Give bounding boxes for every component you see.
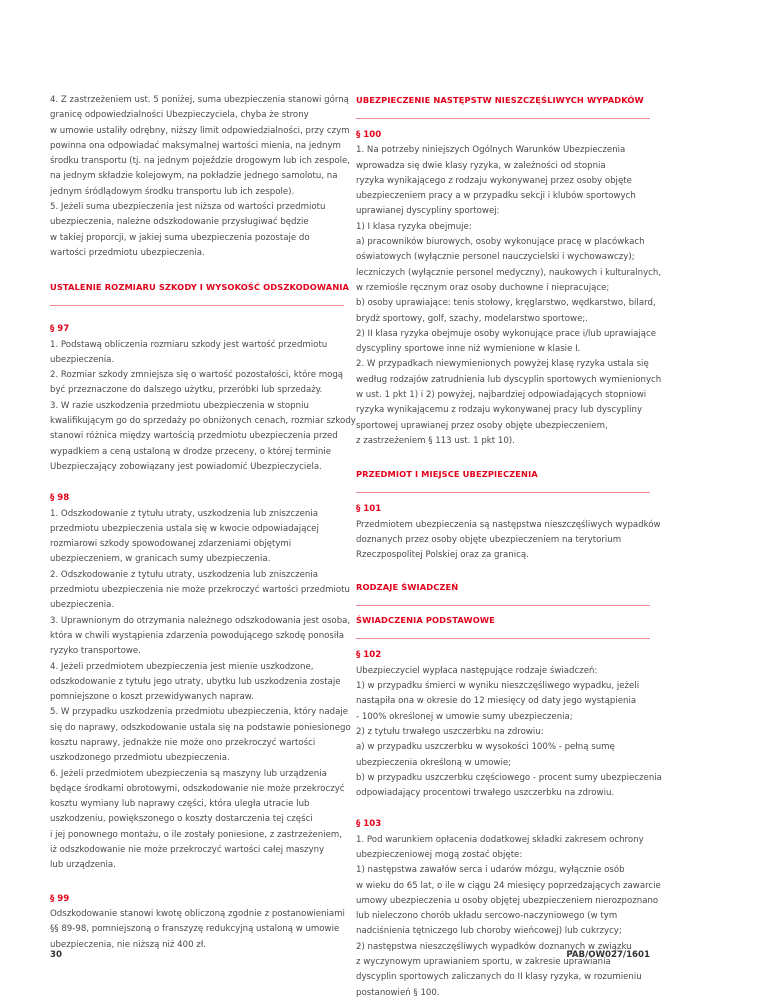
text-line: w ust. 1 pkt 1) i 2) powyżej, najbardziej odpowiadających stopniowi [356, 390, 647, 401]
text-line: wprowadza się dwie klasy ryzyka, w zależności od stopnia [356, 160, 606, 171]
text-line: 1) następstwa zawałów serca i udarów mózgu, wyłącznie osób [356, 865, 625, 876]
text-line: być przeznaczone do dalszego użytku, przeróbki lub sprzedaży. [50, 385, 323, 396]
text-line: 1. Odszkodowanie z tytułu utraty, uszkodzenia lub zniszczenia [50, 508, 319, 519]
text-line: ubezpieczenia określoną w umowie; [356, 757, 512, 768]
text-line: według rodzajów zatrudnienia lub dyscyplin sportowych wymienionych [356, 374, 662, 385]
paragraph-102-body [356, 664, 662, 802]
text-line: i jej ponownego montażu, o ile zostały poniesione, z zastrzeżeniem, [50, 829, 342, 840]
left-column [50, 93, 356, 953]
paragraph-101-title: § 101 [356, 504, 382, 515]
section-heading-basic-benefits: ŚWIADCZENIA PODSTAWOWE [356, 615, 495, 626]
text-line: 4. Z zastrzeżeniem ust. 5 poniżej, suma ubezpieczenia stanowi górną [50, 95, 349, 105]
text-line: Ubezpieczyciel wypłaca następujące rodzaje świadczeń: [356, 665, 598, 676]
text-line: 3. Uprawnionym do otrzymania należnego odszkodowania jest osoba, [50, 615, 351, 626]
section-heading-subject-place: PRZEDMIOT I MIEJSCE UBEZPIECZENIA [356, 469, 538, 480]
text-line: środku transportu (tj. na jednym pojeździe drogowym lub ich zespole, [50, 156, 351, 167]
paragraph-103-title: § 103 [356, 819, 382, 830]
text-line: kwalifikującym go do sprzedaży po obniżonych cenach, rozmiar szkody [50, 416, 356, 427]
text-line: 2. Rozmiar szkody zmniejsza się o wartość pozostałości, które mogą [50, 370, 344, 381]
text-line: Przedmiotem ubezpieczenia są następstwa nieszczęśliwych wypadków [356, 519, 661, 530]
text-line: 2) II klasa ryzyka obejmuje osoby wykonujące prace i/lub uprawiające [356, 328, 657, 339]
paragraph-97-title: § 97 [50, 324, 70, 335]
text-line: lub nieleczono chorób układu sercowo-naczyniowego (w tym [356, 911, 618, 922]
text-line: Rzeczpospolitej Polskiej oraz za granicą. [356, 550, 529, 561]
text-line: 3. W razie uszkodzenia przedmiotu ubezpieczenia w stopniu [50, 400, 309, 411]
text-line: pomniejszone o koszt przewidywanych napraw. [50, 692, 254, 703]
text-line: b) w przypadku uszczerbku częściowego - procent sumy ubezpieczenia [356, 772, 662, 783]
text-line: rozmiarowi szkody spowodowanej zdarzeniami objętymi [50, 539, 292, 550]
text-line: 1. Na potrzeby niniejszych Ogólnych Warunków Ubezpieczenia [356, 145, 626, 156]
text-line: kosztu wymiany lub naprawy części, która uległa utracie lub [50, 799, 310, 810]
text-line: §§ 89-98, pomniejszoną o franszyzę redukcyjną ustaloną w umowie [50, 924, 340, 935]
text-line: 1. Pod warunkiem opłacenia dodatkowej składki zakresem ochrony [356, 834, 644, 845]
text-line: oświatowych (wyłącznie personel nauczycielski i wychowawczy); [356, 252, 635, 263]
text-line: doznanych przez osoby objęte ubezpieczeniem na terytorium [356, 534, 622, 545]
text-line: 2) z tytułu trwałego uszczerbku na zdrowiu: [356, 726, 544, 737]
text-line: kosztu naprawy, jednakże nie może ono przekroczyć wartości [50, 737, 316, 748]
text-line: Odszkodowanie stanowi kwotę obliczoną zgodnie z postanowieniami [50, 908, 345, 919]
paragraph-102-title: § 102 [356, 650, 382, 661]
text-line: z wyczynowym uprawianiem sportu, w zakresie uprawiania [356, 957, 611, 968]
text-line: uszkodzonego przedmiotu ubezpieczenia. [50, 753, 230, 764]
text-line: 5. Jeżeli suma ubezpieczenia jest niższa od wartości przedmiotu [50, 202, 326, 213]
intro-paragraph [50, 93, 351, 261]
text-line: 1. Podstawą obliczenia rozmiaru szkody jest wartość przedmiotu [50, 339, 328, 350]
text-line: przedmiotu ubezpieczenia ustala się w kwocie odpowiadającej [50, 523, 319, 534]
text-line: Ubezpieczający zobowiązany jest powiadomić Ubezpieczyciela. [50, 461, 322, 472]
text-line: 1) w przypadku śmierci w wyniku nieszczęśliwego wypadku, jeżeli [356, 681, 640, 692]
text-line: powinna ona odpowiadać maksymalnej wartości mienia, na jednym [50, 140, 341, 151]
text-line: przedmiotu ubezpieczenia nie może przekroczyć wartości przedmiotu [50, 585, 350, 596]
text-line: ubezpieczenia. [50, 600, 115, 611]
text-line: a) w przypadku uszczerbku w wysokości 100% - pełną sumę [356, 742, 615, 753]
text-line: leczniczych (wyłącznie personel medyczny), naukowych i kulturalnych, [356, 267, 662, 278]
text-line: odszkodowanie z tytułu jego utraty, ubytku lub uszkodzenia zostaje [50, 676, 341, 687]
section-heading-accident-insurance: UBEZPIECZENIE NASTĘPSTW NIESZCZĘŚLIWYCH WYPADKÓW [356, 95, 644, 105]
text-line: wypadkiem a ceną ustaloną w drodze przeceny, o której terminie [50, 446, 332, 457]
text-line: dyscyplin sportowych zaliczanych do II klasy ryzyka, w rozumieniu [356, 972, 642, 983]
text-line: granicę odpowiedzialności Ubezpieczyciela, chyba że strony [50, 110, 309, 121]
text-line: ubezpieczeniowej mogą zostać objęte: [356, 849, 523, 860]
text-line: 2) następstwa nieszczęśliwych wypadków doznanych w związku [356, 941, 632, 952]
text-line: na jednym składzie kolejowym, na pokładzie jednego samolotu, na [50, 171, 338, 182]
text-line: ubezpieczenia. [50, 354, 115, 365]
page-number: 30 [50, 950, 62, 960]
right-column [356, 93, 662, 1001]
paragraph-100-title: § 100 [356, 130, 382, 140]
paragraph-100-body [356, 143, 662, 449]
paragraph-99-title: § 99 [50, 893, 70, 904]
text-line: ubezpieczenia, należne odszkodowanie przysługiwać będzie [50, 217, 309, 228]
text-line: a) pracowników biurowych, osoby wykonujące pracę w placówkach [356, 237, 645, 248]
text-line: będące środkami obrotowymi, odszkodowanie nie może przekroczyć [50, 783, 345, 794]
text-line: nastąpiła ona w okresie do 12 miesięcy od daty jego wystąpienia [356, 696, 637, 707]
text-line: w rzemiośle ręcznym oraz osoby duchowne i niepracujące; [356, 282, 610, 293]
text-line: 1) I klasa ryzyka obejmuje: [356, 221, 472, 232]
paragraph-98-title: § 98 [50, 493, 70, 504]
text-line: postanowień § 100. [356, 987, 440, 998]
text-line: iż odszkodowanie nie może przekroczyć wartości całej maszyny [50, 845, 325, 856]
text-line: 5. W przypadku uszkodzenia przedmiotu ubezpieczenia, który nadaje [50, 707, 349, 718]
text-line: - 100% określonej w umowie sumy ubezpieczenia; [356, 711, 573, 722]
text-line: wartości przedmiotu ubezpieczenia. [50, 247, 205, 258]
text-line: uprawianej dyscypliny sportowej: [356, 206, 500, 217]
document-code: PAB/OW027/1601 [566, 950, 650, 960]
text-line: uszkodzeniu, powiększonego o koszty dostarczenia tej części [50, 814, 313, 825]
paragraph-103-body [356, 833, 661, 1001]
text-line: brydż sportowy, golf, szachy, modelarstwo sportowe;. [356, 313, 588, 324]
text-line: ryzyka wynikającego z rodzaju wykonywanej przez osoby objęte [356, 175, 632, 186]
text-line: jednym śródlądowym środku transportu lub ich zespole). [50, 186, 295, 197]
text-line: stanowi różnica między wartością przedmiotu ubezpieczenia przed [50, 431, 338, 442]
section-heading-benefit-types: RODZAJE ŚWIADCZEŃ [356, 582, 459, 593]
text-line: 4. Jeżeli przedmiotem ubezpieczenia jest mienie uszkodzone, [50, 661, 314, 672]
paragraph-101-body [356, 518, 661, 564]
text-line: umowy ubezpieczenia u osoby objętej ubezpieczeniem nierozpoznano [356, 895, 659, 906]
paragraph-98-body [50, 507, 351, 874]
text-line: nadciśnienia tętniczego lub choroby wieńcowej) lub cukrzycy; [356, 926, 622, 937]
text-line: ubezpieczeniem, w granicach sumy ubezpieczenia. [50, 554, 271, 565]
text-line: w wieku do 65 lat, o ile w ciągu 24 miesięcy poprzedzających zawarcie [356, 880, 661, 891]
text-line: z zastrzeżeniem § 113 ust. 1 pkt 10). [356, 435, 515, 446]
text-line: 6. Jeżeli przedmiotem ubezpieczenia są maszyny lub urządzenia [50, 768, 327, 779]
text-line: 2. W przypadkach niewymienionych powyżej klasę ryzyka ustala się [356, 359, 649, 370]
text-line: lub urządzenia. [50, 860, 116, 871]
text-line: w takiej proporcji, w jakiej suma ubezpieczenia pozostaje do [50, 232, 310, 243]
text-line: w umowie ustaliły odrębny, niższy limit odpowiedzialności, przy czym [50, 125, 350, 136]
text-line: się do naprawy, odszkodowanie ustala się na podstawie poniesionego [50, 722, 351, 733]
text-line: odpowiadający procentowi trwałego uszczerbku na zdrowiu. [356, 788, 615, 799]
text-line: która w chwili wystąpienia zdarzenia powodującego szkodę ponosiła [50, 630, 344, 641]
paragraph-99-body [50, 907, 344, 953]
text-line: ryzyka wynikającemu z rodzaju wykonywanej pracy lub dyscypliny [356, 405, 643, 416]
section-heading-damage-size: USTALENIE ROZMIARU SZKODY I WYSOKOŚĆ ODSZKODOWANIA [50, 282, 350, 293]
text-line: ryzyko transportowe. [50, 646, 141, 657]
text-line: b) osoby uprawiające: tenis stołowy, kręglarstwo, wędkarstwo, bilard, [356, 298, 656, 309]
text-line: sportowej uprawianej przez osoby objęte ubezpieczeniem, [356, 420, 608, 431]
paragraph-97-body [50, 338, 356, 476]
text-line: ubezpieczeniem pracy a w przypadku sekcji i klubów sportowych [356, 191, 636, 202]
text-line: 2. Odszkodowanie z tytułu utraty, uszkodzenia lub zniszczenia [50, 569, 319, 580]
text-line: dyscypliny sportowe inne niż wymienione w klasie I. [356, 344, 581, 355]
text-line: ubezpieczenia, nie niższą niż 400 zł. [50, 939, 206, 950]
